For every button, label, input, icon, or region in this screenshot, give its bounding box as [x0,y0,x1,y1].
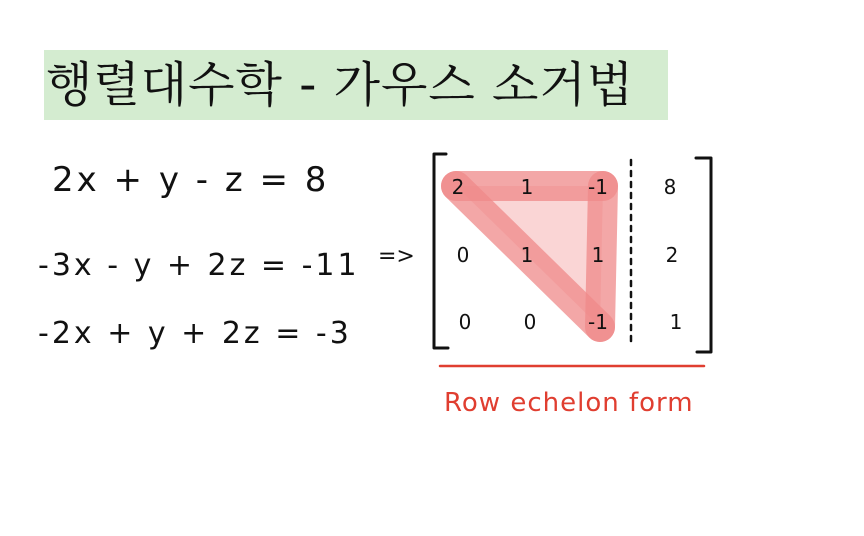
matrix-cell-r2c4: 2 [665,243,679,267]
equation-2: -3x - y + 2z = -11 [38,248,360,283]
matrix-cell-r3c2: 0 [523,310,537,334]
implies-arrow: => [378,244,415,269]
matrix-cell-r2c2: 1 [520,243,534,267]
matrix-cell-r1c2: 1 [520,175,534,199]
equation-1: 2x + y - z = 8 [52,160,330,200]
matrix-cell-r1c3: -1 [588,175,608,199]
equation-3: -2x + y + 2z = -3 [38,316,352,351]
matrix-cell-r2c1: 0 [456,243,470,267]
right-bracket [696,158,711,352]
row-echelon-caption: Row echelon form [444,388,694,418]
matrix-cell-r3c3: -1 [588,310,608,334]
page-title: 행렬대수학 - 가우스 소거법 [46,57,635,113]
matrix-cell-r2c3: 1 [591,243,605,267]
matrix-cell-r3c1: 0 [458,310,472,334]
matrix-cell-r3c4: 1 [669,310,683,334]
matrix-cell-r1c1: 2 [451,175,465,199]
matrix-cell-r1c4: 8 [663,175,677,199]
